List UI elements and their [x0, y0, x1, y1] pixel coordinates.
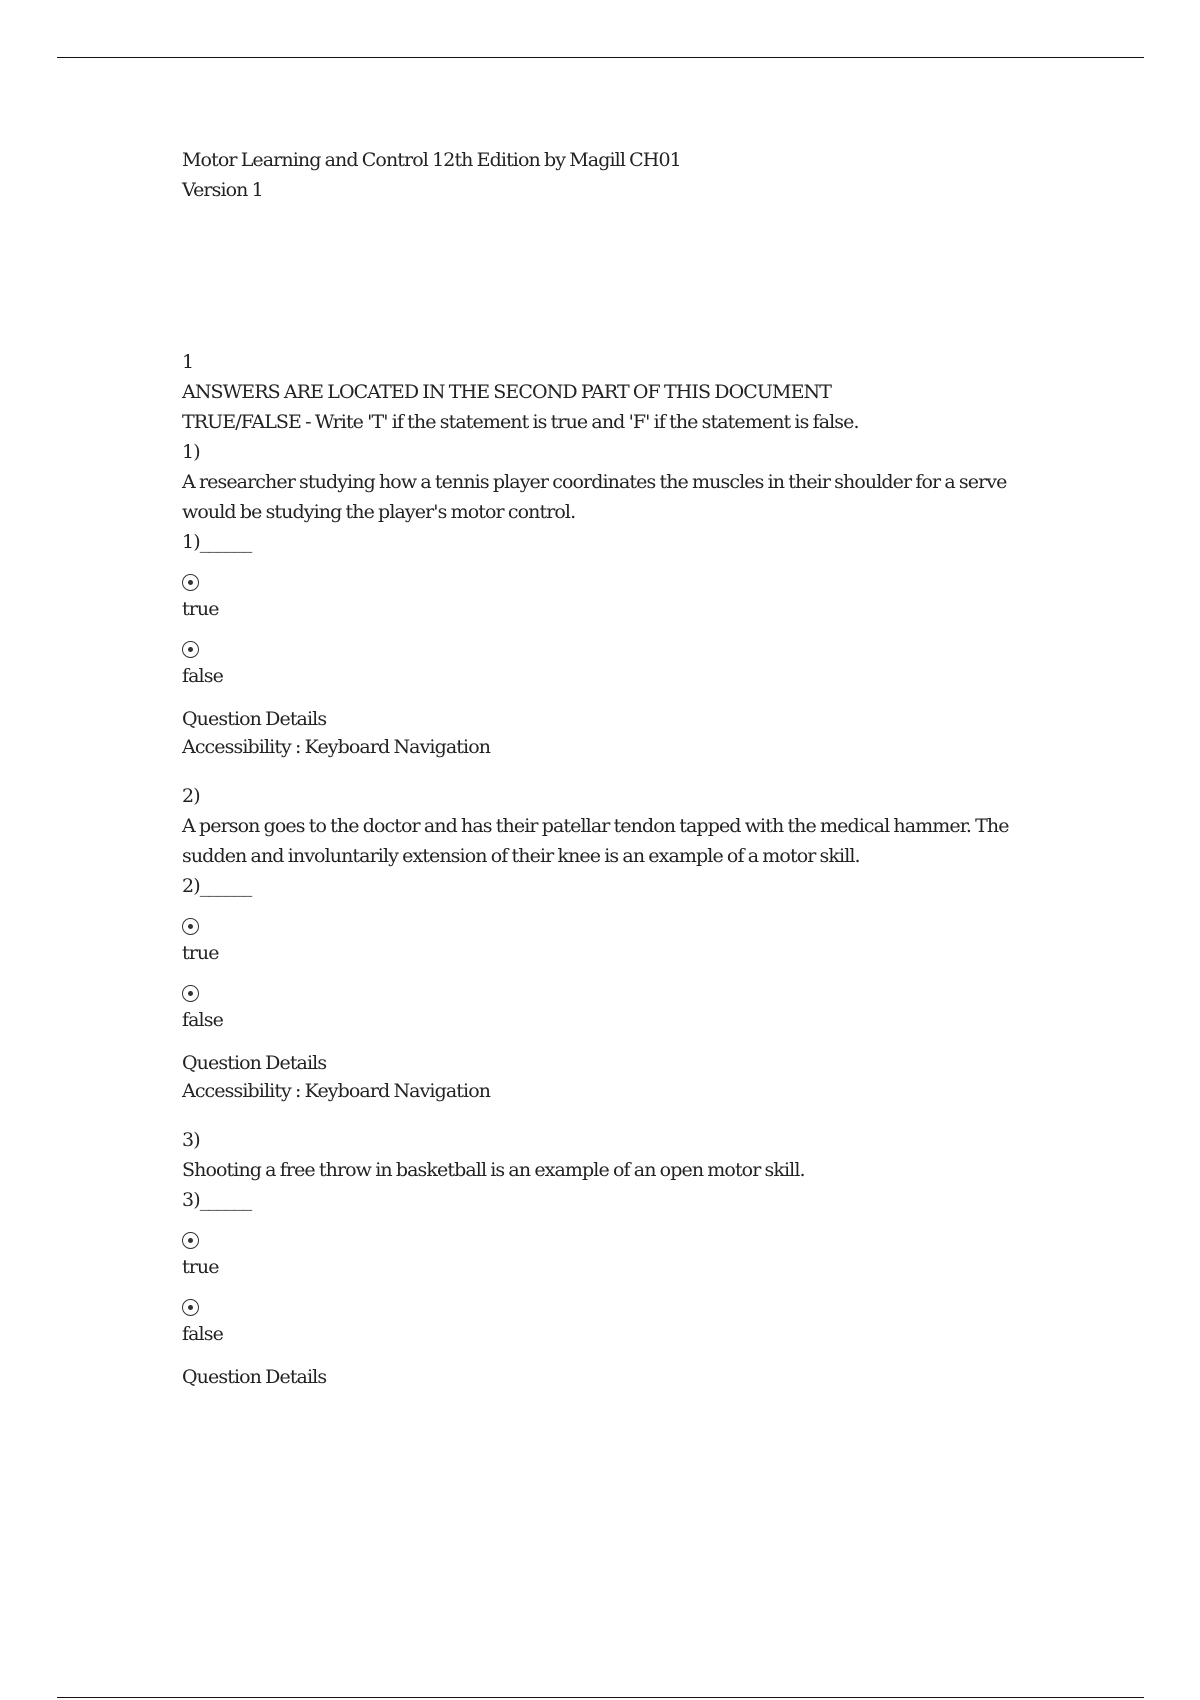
option-false-label: false	[182, 1009, 223, 1031]
radio-false-icon[interactable]	[182, 1299, 199, 1316]
instructions: TRUE/FALSE - Write 'T' if the statement is true and 'F' if the statement is false.	[182, 411, 859, 433]
option-true-label: true	[182, 598, 219, 620]
option-true-label: true	[182, 942, 219, 964]
answer-blank: 3)______	[182, 1189, 252, 1211]
accessibility-info: Accessibility : Keyboard Navigation	[182, 1080, 491, 1102]
question-details	[182, 1049, 1062, 1105]
details-heading: Question Details	[182, 1052, 327, 1074]
document-version: Version 1	[182, 179, 263, 201]
radio-false-icon[interactable]	[182, 641, 199, 658]
radio-true-icon[interactable]	[182, 918, 199, 935]
answer-blank: 1)______	[182, 531, 252, 553]
question-details	[182, 1363, 1062, 1391]
question-text: Shooting a free throw in basketball is an example of an open motor skill.	[182, 1159, 805, 1181]
accessibility-info: Accessibility : Keyboard Navigation	[182, 736, 491, 758]
question-number: 1)	[182, 441, 200, 463]
option-false-label: false	[182, 665, 223, 687]
question-text: A researcher studying how a tennis player coordinates the muscles in their shoulder for a serve would be studying the player's motor control.	[182, 471, 1007, 523]
option-false-label: false	[182, 1323, 223, 1345]
details-heading: Question Details	[182, 708, 327, 730]
page-number: 1	[182, 351, 194, 373]
bottom-rule	[57, 1697, 1144, 1698]
document-header	[182, 145, 1062, 205]
radio-false-icon[interactable]	[182, 985, 199, 1002]
document-title: Motor Learning and Control 12th Edition by Magill CH01	[182, 149, 681, 171]
radio-true-icon[interactable]	[182, 574, 199, 591]
document-content	[182, 145, 1062, 1391]
radio-true-icon[interactable]	[182, 1232, 199, 1249]
answer-blank: 2)______	[182, 875, 252, 897]
answers-note: ANSWERS ARE LOCATED IN THE SECOND PART OF THIS DOCUMENT	[182, 381, 832, 403]
question-2	[182, 781, 1062, 1105]
question-number: 2)	[182, 785, 200, 807]
details-heading: Question Details	[182, 1366, 327, 1388]
question-1	[182, 437, 1062, 761]
question-number: 3)	[182, 1129, 200, 1151]
question-details	[182, 705, 1062, 761]
top-rule	[57, 57, 1144, 58]
question-text: A person goes to the doctor and has their patellar tendon tapped with the medical hammer. The sudden and involuntarily extension of their knee is an example of a motor skill.	[182, 815, 1009, 867]
option-true-label: true	[182, 1256, 219, 1278]
question-3	[182, 1125, 1062, 1391]
